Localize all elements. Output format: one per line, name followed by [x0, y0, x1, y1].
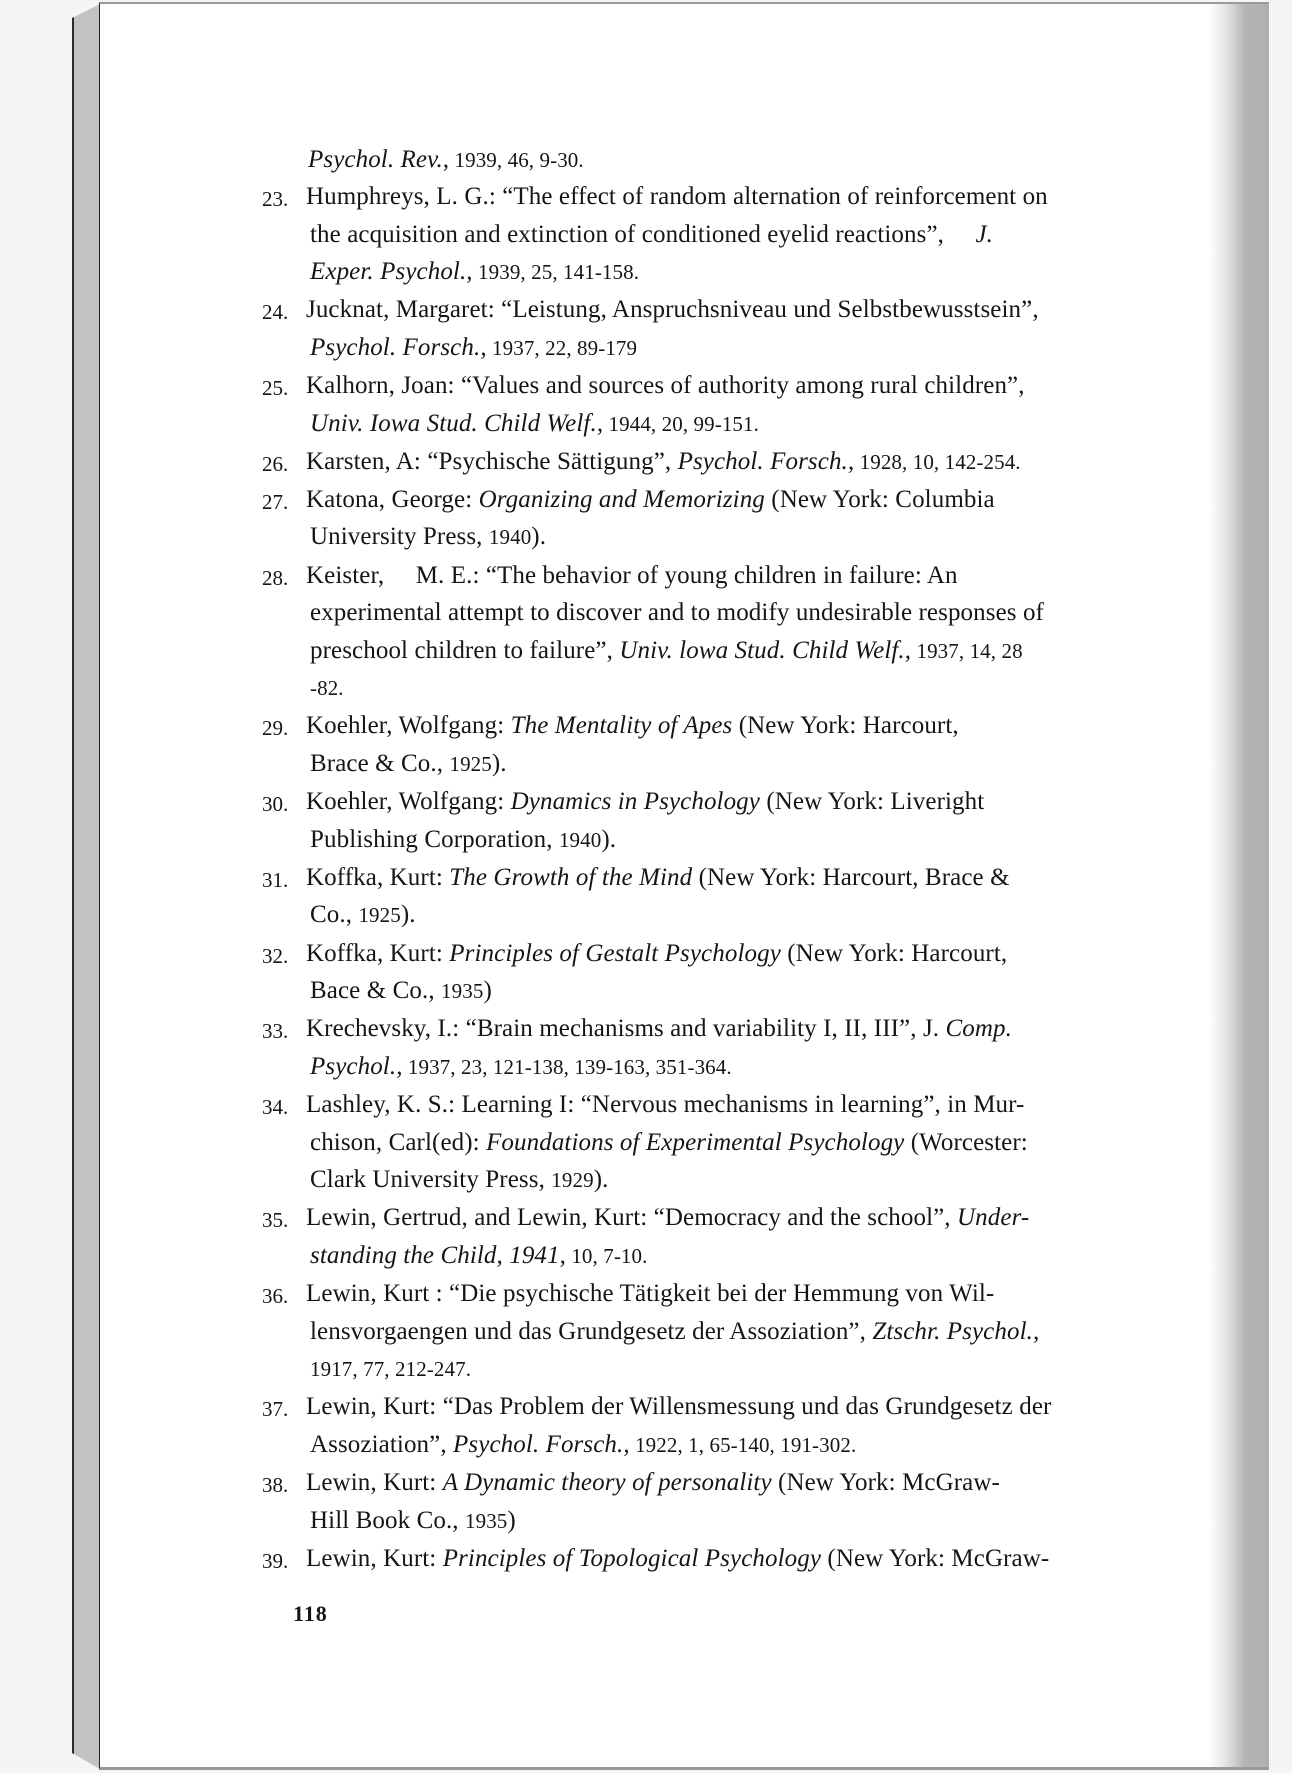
reference-number: 34.	[262, 1094, 289, 1119]
reference-continuation-line	[310, 257, 639, 287]
journal-title: Psychol. Rev.,	[308, 146, 450, 173]
reference-text: Brace & Co.,	[310, 750, 450, 777]
reference-text: 1925	[358, 903, 401, 928]
reference-text: University Press,	[310, 523, 489, 551]
italic-title-text: Principles of Gestalt Psychology	[449, 939, 781, 967]
reference-text: Jucknat, Margaret: “Leistung, Anspruchsniveau und Selbstbewusstsein”,	[306, 296, 1039, 324]
reference-text: Krechevsky, I.: “Brain mechanisms and variability I, II, III”, J.	[306, 1015, 946, 1043]
reference-text: Lewin, Kurt: “Das Problem der Willensmessung und das Grundgesetz der	[306, 1393, 1052, 1421]
reference-text: 1935	[441, 979, 484, 1004]
reference-number: 32.	[262, 943, 289, 968]
reference-number: 25.	[262, 376, 289, 400]
reference-text: 1929	[551, 1168, 594, 1193]
reference-continuation-line	[310, 1506, 516, 1536]
reference-text: Humphreys, L. G.: “The effect of random alternation of reinforcement on	[306, 183, 1048, 210]
italic-title-text: Univ. Iowa Stud. Child Welf.,	[310, 409, 604, 437]
reference-number: 29.	[262, 716, 289, 741]
italic-title-text: Psychol. Forsch.,	[453, 1430, 630, 1458]
reference-text: the acquisition and extinction of conditioned eyelid reactions”,	[310, 220, 976, 248]
reference-entry-line	[306, 1544, 1049, 1574]
reference-number: 35.	[262, 1208, 289, 1233]
reference-entry-line	[306, 1090, 1024, 1120]
reference-text: (New York: McGraw-	[821, 1544, 1050, 1572]
reference-entry-line	[306, 1468, 1000, 1498]
reference-text: Koffka, Kurt:	[306, 863, 450, 891]
reference-number: 23.	[262, 187, 289, 211]
reference-continuation-line	[310, 825, 616, 855]
reference-text: (New York: Harcourt,	[780, 939, 1008, 967]
reference-text: 1917, 77, 212-247.	[310, 1357, 472, 1382]
reference-text: Kalhorn, Joan: “Values and sources of authority among rural children”,	[306, 372, 1025, 399]
reference-text: Lewin, Gertrud, and Lewin, Kurt: “Democracy and the school”,	[306, 1204, 958, 1232]
reference-text: 1922, 1, 65-140, 191-302.	[629, 1432, 857, 1457]
reference-entry-line	[306, 787, 984, 817]
reference-text: preschool children to failure”,	[310, 636, 620, 664]
reference-text: chison, Carl(ed):	[310, 1128, 487, 1156]
reference-entry-line	[306, 371, 1025, 401]
reference-text: Koehler, Wolfgang:	[306, 788, 511, 816]
reference-entry-line	[306, 561, 958, 591]
reference-text: Hill Book Co.,	[310, 1506, 465, 1534]
reference-continuation-line	[310, 900, 416, 930]
reference-continuation-line	[310, 673, 344, 703]
italic-title-text: Exper. Psychol.,	[310, 258, 473, 286]
reference-entry-line	[306, 1014, 1012, 1044]
italic-title-text: Foundations of Experimental Psychology	[486, 1128, 905, 1156]
italic-title-text: Organizing and Memorizing	[478, 485, 765, 513]
reference-entry-line	[306, 295, 1039, 325]
reference-text: )	[483, 977, 492, 1005]
reference-text: (New York: Harcourt, Brace &	[692, 863, 1010, 891]
reference-text: Koffka, Kurt:	[306, 939, 450, 967]
reference-text: Karsten, A: “Psychische Sättigung”,	[306, 447, 678, 475]
reference-entry-line	[306, 711, 959, 741]
italic-title-text: Ztschr. Psychol.,	[872, 1317, 1040, 1345]
reference-continuation-line	[310, 976, 492, 1006]
reference-text: 1944, 20, 99-151.	[603, 411, 759, 436]
reference-text: Katona, George:	[306, 485, 479, 513]
italic-title-text: Psychol. Forsch.,	[677, 447, 855, 475]
reference-entry-line	[306, 447, 1021, 477]
reference-entry-line	[306, 863, 1010, 893]
reference-number: 31.	[262, 867, 289, 892]
italic-title-text: Dynamics in Psychology	[510, 788, 760, 816]
reference-continuation-line	[310, 333, 637, 363]
italic-title-text: Principles of Topological Psychology	[442, 1544, 822, 1572]
reference-entry-line	[306, 1392, 1051, 1422]
reference-text: Lewin, Kurt:	[306, 1544, 443, 1572]
reference-continuation-line	[310, 1128, 1028, 1158]
reference-continuation-line	[310, 1354, 471, 1384]
reference-entry-line	[306, 1279, 994, 1309]
reference-number: 28.	[262, 565, 289, 590]
reference-text: Keister, M. E.: “The behavior of young children in failure: An	[306, 561, 958, 589]
reference-text: (New York: Columbia	[764, 485, 995, 513]
reference-text: 1940	[488, 525, 532, 550]
reference-number: 39.	[262, 1548, 289, 1573]
italic-title-text: Comp.	[945, 1015, 1012, 1043]
reference-text: 1937, 22, 89-179	[486, 335, 638, 360]
reference-text: Co.,	[310, 901, 359, 929]
italic-title-text: Psychol. Forsch.,	[310, 333, 487, 361]
reference-number: 36.	[262, 1283, 289, 1308]
reference-continuation-line	[310, 409, 759, 439]
reference-text: -82.	[310, 676, 344, 701]
reference-text: experimental attempt to discover and to modify undesirable responses of	[310, 599, 1044, 627]
reference-text: Lewin, Kurt:	[306, 1468, 443, 1496]
reference-text: 1925	[449, 752, 492, 776]
reference-text: ).	[531, 523, 547, 551]
reference-continuation-line	[310, 1241, 647, 1271]
reference-number: 26.	[262, 451, 289, 476]
reference-continuation-line	[310, 522, 546, 552]
reference-text: 1939, 25, 141-158.	[472, 260, 640, 285]
reference-continuation-line	[310, 1317, 1039, 1347]
reference-text: 1935	[465, 1508, 508, 1533]
reference-text: (Worcester:	[904, 1128, 1028, 1156]
reference-continuation-line	[310, 1430, 856, 1460]
italic-title-text: Psychol.,	[310, 1052, 403, 1080]
reference-text: Clark University Press,	[310, 1166, 552, 1194]
citation-details: 1939, 46, 9-30.	[449, 148, 584, 172]
reference-text: ).	[491, 750, 507, 777]
reference-number: 24.	[262, 300, 289, 325]
reference-entry-line	[306, 939, 1007, 969]
reference-text: 1928, 10, 142-254.	[854, 449, 1021, 474]
reference-text: 1940	[558, 827, 602, 852]
reference-text: Bace & Co.,	[310, 977, 442, 1005]
reference-continuation-line	[310, 749, 507, 779]
italic-title-text: Univ. lowa Stud. Child Welf.,	[619, 636, 912, 664]
reference-text: 10, 7-10.	[565, 1243, 648, 1268]
page-number: 118	[293, 1601, 328, 1626]
reference-number: 38.	[262, 1472, 289, 1497]
reference-text: (New York: Harcourt,	[732, 712, 959, 740]
reference-text: Assoziation”,	[310, 1430, 454, 1458]
reference-continuation-line	[310, 636, 1023, 666]
reference-continuation-line	[310, 598, 1044, 628]
reference-text: 1937, 14, 28	[911, 638, 1023, 663]
reference-entry-line	[306, 485, 995, 515]
reference-entry-line	[306, 1203, 1029, 1233]
reference-continuation-line	[310, 1165, 608, 1195]
italic-title-text: The Mentality of Apes	[510, 712, 733, 740]
reference-text: (New York: McGraw-	[771, 1468, 1000, 1496]
reference-number: 27.	[262, 489, 289, 514]
reference-entry-line	[306, 182, 1048, 212]
reference-continuation-line	[310, 1052, 732, 1082]
reference-number: 33.	[262, 1019, 289, 1044]
reference-text: 1937, 23, 121-138, 139-163, 351-364.	[402, 1054, 732, 1079]
reference-text: ).	[601, 825, 617, 853]
reference-text: Lashley, K. S.: Learning I: “Nervous mechanisms in learning”, in Mur-	[306, 1090, 1025, 1118]
reference-text: )	[507, 1506, 516, 1534]
italic-title-text: The Growth of the Mind	[449, 863, 693, 891]
reference-text: lensvorgaengen und das Grundgesetz der Assoziation”,	[310, 1317, 873, 1345]
reference-number: 30.	[262, 792, 289, 817]
continued-reference-line	[308, 145, 584, 175]
reference-text: ).	[400, 901, 416, 929]
italic-title-text: A Dynamic theory of personality	[442, 1468, 772, 1496]
reference-text: Publishing Corporation,	[310, 825, 559, 853]
italic-title-text: Under-	[957, 1204, 1030, 1232]
reference-number: 37.	[262, 1397, 289, 1422]
italic-title-text: standing the Child, 1941,	[310, 1241, 566, 1269]
reference-text: ).	[593, 1166, 609, 1194]
italic-title-text: J.	[975, 220, 993, 248]
reference-text: (New York: Liveright	[759, 788, 985, 816]
reference-text: Koehler, Wolfgang:	[306, 712, 511, 740]
reference-continuation-line	[310, 220, 993, 250]
reference-text: Lewin, Kurt : “Die psychische Tätigkeit bei der Hemmung von Wil-	[306, 1279, 995, 1307]
